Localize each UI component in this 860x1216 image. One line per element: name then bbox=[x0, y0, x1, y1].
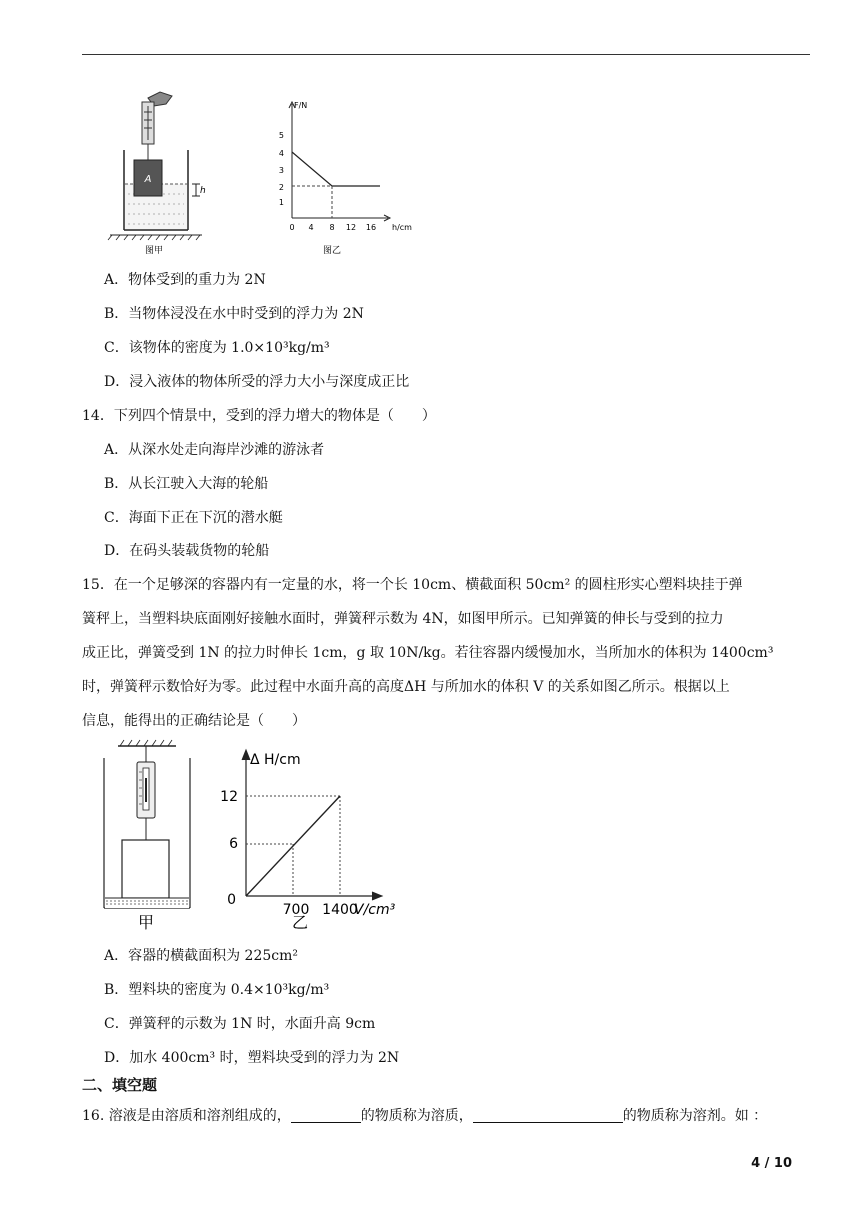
figure-13-y-axis-label: F/N bbox=[294, 101, 308, 110]
q15-stem-line-3: 成正比，弹簧受到 1N 的拉力时伸长 1cm，g 取 10N/kg。若往容器内缓慢加水，当所加水的体积为 1400cm³ bbox=[82, 645, 774, 661]
q14-stem: 14．下列四个情景中，受到的浮力增大的物体是（ ） bbox=[82, 408, 436, 424]
page-number: 4 / 10 bbox=[751, 1156, 792, 1171]
figure-13-y-tick: 4 bbox=[278, 149, 284, 158]
figure-13-y-tick: 3 bbox=[278, 166, 284, 175]
q14-option-c: C．海面下正在下沉的潜水艇 bbox=[104, 510, 283, 526]
figure-13-y-tick: 1 bbox=[278, 198, 284, 207]
q13-option-b: B．当物体浸没在水中时受到的浮力为 2N bbox=[104, 306, 364, 322]
q15-option-b: B．塑料块的密度为 0.4×10³kg/m³ bbox=[104, 982, 330, 998]
figure-13-x-axis-label: h/cm bbox=[392, 223, 412, 232]
figure-13 bbox=[96, 90, 426, 260]
q15-option-c: C．弹簧秤的示数为 1N 时，水面升高 9cm bbox=[104, 1016, 376, 1032]
q14-option-a: A．从深水处走向海岸沙滩的游泳者 bbox=[104, 442, 325, 458]
figure-15 bbox=[96, 738, 416, 938]
figure-13-x-tick: 8 bbox=[329, 223, 335, 232]
figure-13-left-caption: 图甲 bbox=[144, 246, 164, 256]
q15-option-a: A．容器的横截面积为 225cm² bbox=[104, 948, 299, 964]
figure-15-apparatus bbox=[104, 740, 190, 932]
figure-13-y-tick: 2 bbox=[278, 183, 284, 192]
q16-blank-1[interactable] bbox=[291, 1106, 361, 1123]
q15-stem-line-5: 信息，能得出的正确结论是（ ） bbox=[82, 713, 306, 729]
q16-blank-2[interactable] bbox=[473, 1106, 623, 1123]
figure-15-left-caption: 甲 bbox=[137, 913, 155, 932]
figure-13-block-label: A bbox=[144, 174, 152, 185]
figure-15-y-axis-label: Δ H/cm bbox=[250, 752, 301, 768]
q13-option-a: A．物体受到的重力为 2N bbox=[104, 272, 266, 288]
figure-13-h-label: h bbox=[200, 186, 206, 196]
q15-stem-line-4: 时，弹簧秤示数恰好为零。此过程中水面升高的高度ΔH 与所加水的体积 V 的关系如图乙所示。根据以上 bbox=[82, 679, 730, 695]
figure-13-x-tick: 0 bbox=[289, 223, 295, 232]
figure-13-apparatus bbox=[108, 92, 206, 256]
q13-option-d: D．浸入液体的物体所受的浮力大小与深度成正比 bbox=[104, 374, 410, 390]
figure-13-right-caption: 图乙 bbox=[322, 246, 342, 256]
figure-15-x-axis-label: V/cm³ bbox=[354, 902, 396, 918]
q16-part-1: 16. 溶液是由溶质和溶剂组成的， bbox=[82, 1108, 291, 1124]
q16-part-2: 的物质称为溶质， bbox=[360, 1108, 473, 1124]
q13-option-c: C．该物体的密度为 1.0×10³kg/m³ bbox=[104, 340, 330, 356]
figure-13-y-tick: 5 bbox=[278, 131, 284, 140]
figure-13-x-tick: 16 bbox=[365, 223, 377, 232]
section-title: 二、填空题 bbox=[82, 1076, 158, 1094]
q14-option-b: B．从长江驶入大海的轮船 bbox=[104, 476, 269, 492]
figure-15-graph bbox=[220, 750, 395, 932]
figure-13-x-tick: 12 bbox=[345, 223, 357, 232]
figure-15-right-caption: 乙 bbox=[291, 913, 309, 932]
q16-stem bbox=[82, 1106, 767, 1126]
figure-13-force-curve bbox=[292, 152, 380, 186]
figure-15-x-tick: 700 bbox=[282, 902, 310, 918]
figure-15-origin-label: 0 bbox=[227, 892, 236, 908]
q15-stem-line-2: 簧秤上，当塑料块底面刚好接触水面时，弹簧秤示数为 4N，如图甲所示。已知弹簧的伸长与受到的拉力 bbox=[82, 611, 724, 627]
q16-part-3: 的物质称为溶剂。如 ： bbox=[622, 1108, 768, 1124]
figure-15-y-tick: 6 bbox=[229, 836, 238, 852]
q14-option-d: D．在码头装载货物的轮船 bbox=[104, 543, 270, 559]
figure-15-x-tick: 1400 bbox=[322, 902, 358, 918]
q15-option-d: D．加水 400cm³ 时，塑料块受到的浮力为 2N bbox=[104, 1050, 400, 1066]
figure-13-x-tick: 4 bbox=[308, 223, 314, 232]
q15-stem-line-1: 15．在一个足够深的容器内有一定量的水，将一个长 10cm、横截面积 50cm² 的圆柱形实心塑料块挂于弹 bbox=[82, 577, 743, 593]
figure-13-graph bbox=[279, 101, 412, 256]
header-rule bbox=[82, 54, 810, 55]
figure-15-y-tick: 12 bbox=[220, 789, 238, 805]
